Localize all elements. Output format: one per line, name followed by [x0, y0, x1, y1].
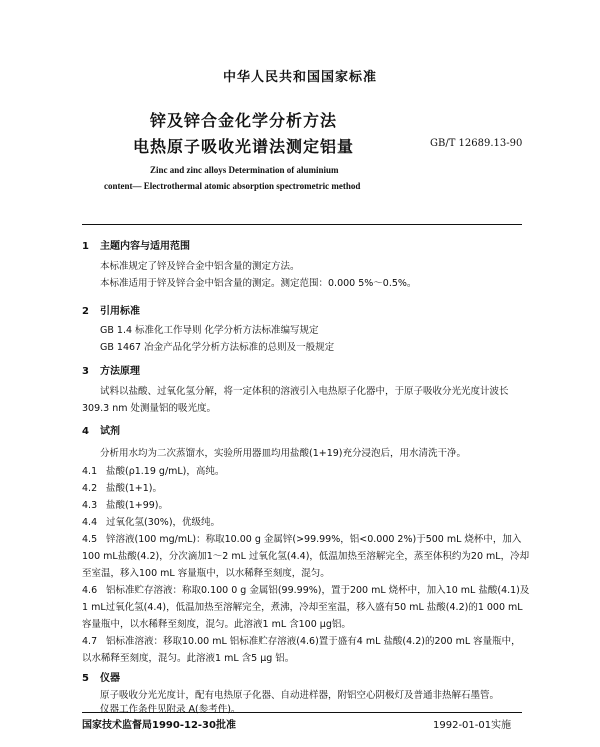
- reagent-item: [82, 463, 224, 477]
- document-title-line-1: 锌及锌合金化学分析方法: [150, 111, 338, 130]
- item-text: 铝标准溶液：移取10.00 mL 铝标准贮存溶液(4.6)置于盛有4 mL 盐酸(4.2)的200 mL 容量瓶中，: [106, 636, 521, 647]
- section-5-line-1: 原子吸收分光光度计，配有电热原子化器、自动进样器，附铝空心阴极灯及普通非热解石墨管。: [100, 690, 500, 701]
- section-title: 试剂: [100, 426, 120, 437]
- national-standard-heading: 中华人民共和国国家标准: [222, 70, 377, 85]
- section-number: 1: [82, 241, 89, 252]
- item-text: 铝标准贮存溶液：称取0.100 0 g 金属铝(99.99%)，置于200 mL 烧杯中，加入10 mL 盐酸(4.1)及: [106, 585, 530, 596]
- section-4-intro: 分析用水均为二次蒸馏水，实验所用器皿均用盐酸(1+19)充分浸泡后，用水清洗干净。: [100, 448, 467, 459]
- approval-date: 国家技术监督局1990-12-30批准: [82, 720, 236, 731]
- reagent-item: [82, 497, 168, 511]
- section-title: 引用标准: [100, 306, 140, 317]
- item-text: 盐酸(1+99)。: [106, 500, 169, 511]
- section-3-line-1: 试料以盐酸、过氧化氢分解，将一定体积的溶液引入电热原子化器中，于原子吸收分光光度计波长: [100, 386, 509, 397]
- item-number: 4.6: [82, 585, 98, 596]
- section-3-line-2: 309.3 nm 处测量铝的吸光度。: [82, 403, 217, 414]
- document-title-line-2: 电热原子吸收光谱法测定铝量: [133, 137, 355, 156]
- section-title: 仪器: [100, 673, 120, 684]
- item-continuation: 以水稀释至刻度，混匀。此溶液1 mL 含5 μg 铝。: [82, 653, 295, 664]
- item-number: 4.7: [82, 636, 98, 647]
- section-number: 2: [82, 306, 89, 317]
- section-1-heading: [82, 237, 190, 252]
- section-2-line-2: GB 1467 冶金产品化学分析方法标准的总则及一般规定: [100, 342, 335, 353]
- section-2-heading: [82, 302, 140, 317]
- item-text: 过氧化氢(30%)，优级纯。: [106, 517, 221, 528]
- section-5-line-2: 仪器工作条件见附录 A(参考件)。: [100, 704, 241, 715]
- reagent-item: [82, 514, 220, 528]
- reagent-item: [82, 582, 529, 596]
- reagent-item: [82, 531, 521, 545]
- item-continuation: 1 mL过氧化氢(4.4)，低温加热至溶解完全，煮沸，冷却至室温，移入盛有50 mL 盐酸(4.2)的1 000 mL: [82, 602, 523, 613]
- standard-number: GB/T 12689.13-90: [430, 138, 523, 149]
- item-text: 盐酸(ρ1.19 g/mL)，高纯。: [106, 466, 225, 477]
- section-4-heading: [82, 422, 120, 437]
- section-title: 主题内容与适用范围: [100, 241, 190, 252]
- reagent-item: [82, 633, 521, 647]
- item-continuation: 100 mL盐酸(4.2)，分次滴加1～2 mL 过氧化氢(4.4)，低温加热至溶解完全，蒸至体积约为20 mL，冷却: [82, 551, 530, 562]
- item-continuation: 至室温，移入100 mL 容量瓶中，以水稀释至刻度，混匀。: [82, 568, 330, 579]
- item-text: 盐酸(1+1)。: [106, 483, 162, 494]
- section-number: 5: [82, 673, 89, 684]
- section-title: 方法原理: [100, 366, 140, 377]
- section-number: 4: [82, 426, 89, 437]
- reagent-item: [82, 480, 162, 494]
- item-number: 4.5: [82, 534, 98, 545]
- item-continuation: 容量瓶中，以水稀释至刻度，混匀。此溶液1 mL 含100 μg铝。: [82, 619, 351, 630]
- item-number: 4.4: [82, 517, 98, 528]
- item-number: 4.2: [82, 483, 98, 494]
- section-number: 3: [82, 366, 89, 377]
- item-number: 4.3: [82, 500, 98, 511]
- header-divider: [82, 224, 522, 225]
- section-3-heading: [82, 362, 140, 377]
- english-title-line-1: Zinc and zinc alloys Determination of aluminium: [150, 165, 339, 175]
- item-text: 锌溶液(100 mg/mL)：称取10.00 g 金属锌(>99.99%，铝<0.000 2%)于500 mL 烧杯中，加入: [106, 534, 522, 545]
- effective-date: 1992-01-01实施: [433, 720, 512, 731]
- section-1-line-2: 本标准适用于锌及锌合金中铝含量的测定。测定范围：0.000 5%～0.5%。: [100, 278, 417, 289]
- section-2-line-1: GB 1.4 标准化工作导则 化学分析方法标准编写规定: [100, 325, 319, 336]
- footer-divider: [82, 712, 522, 713]
- item-number: 4.1: [82, 466, 98, 477]
- section-1-line-1: 本标准规定了锌及锌合金中铝含量的测定方法。: [100, 261, 300, 272]
- section-5-heading: [82, 669, 120, 684]
- english-title-line-2: content— Electrothermal atomic absorption spectrometric method: [104, 181, 361, 191]
